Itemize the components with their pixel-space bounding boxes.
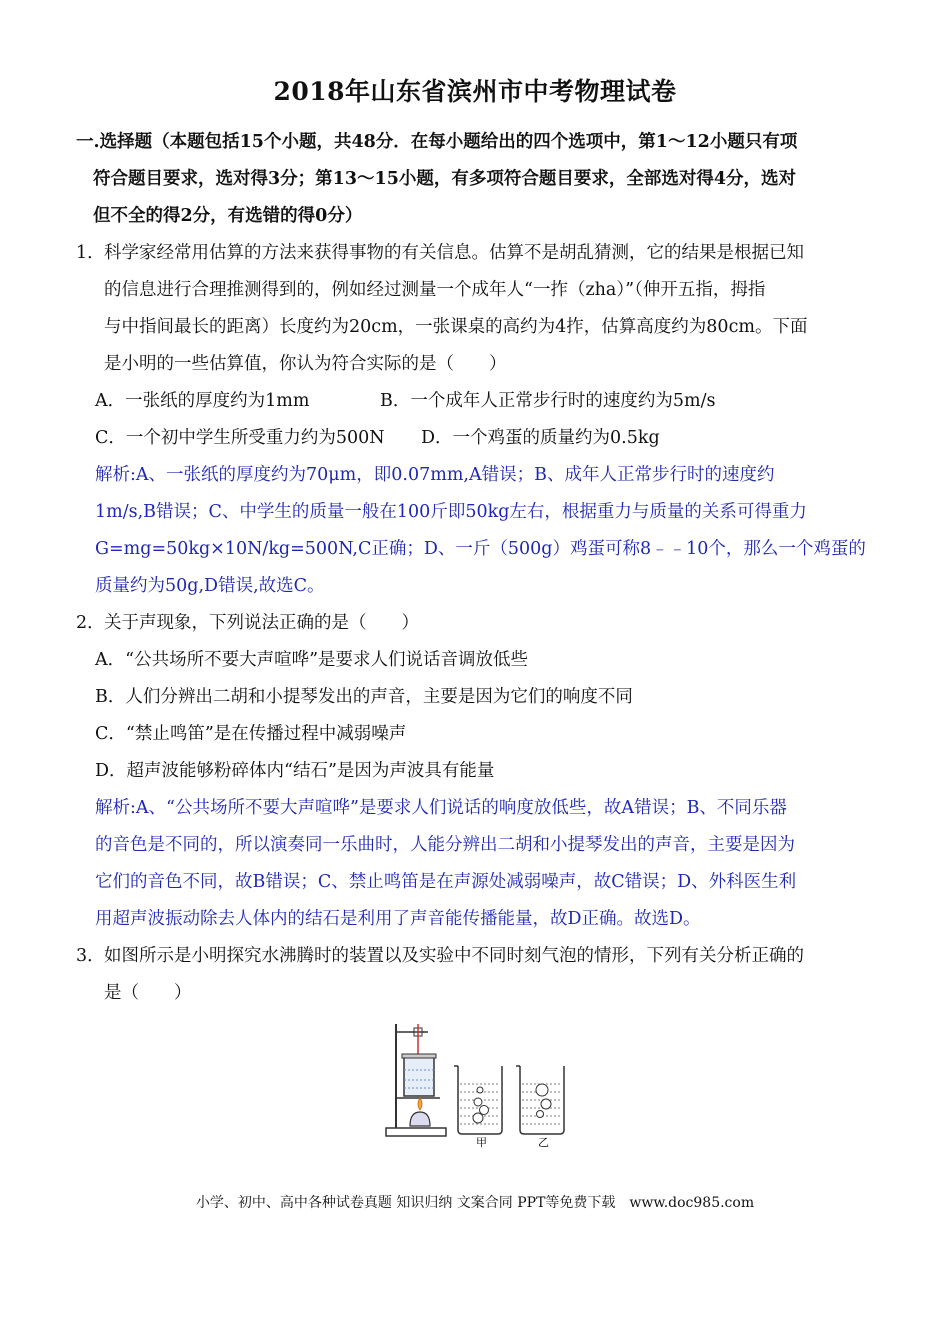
section-line-1: 一.选择题（本题包括15个小题，共48分．在每小题给出的四个选项中，第1～12小题只有项 xyxy=(76,132,798,152)
analysis-line: 质量约为50g,D错误,故选C。 xyxy=(95,576,325,596)
analysis-line: 的音色是不同的，所以演奏同一乐曲时，人能分辨出二胡和小提琴发出的声音，主要是因为 xyxy=(95,835,795,855)
label-jia: 甲 xyxy=(476,1136,487,1148)
boiling-apparatus-figure xyxy=(380,1018,570,1148)
bubble xyxy=(536,1084,548,1096)
analysis-line: G=mg=50kg×10N/kg=500N,C正确；D、一斤（500g）鸡蛋可称8﹣﹣10个，那么一个鸡蛋的 xyxy=(95,539,866,559)
option-a: A．一张纸的厚度约为1mm xyxy=(95,391,310,411)
bubble xyxy=(480,1106,489,1115)
analysis-line: 1m/s,B错误；C、中学生的质量一般在100斤即50kg左右，根据重力与质量的关系可得重力 xyxy=(95,502,807,522)
option-d: D．一个鸡蛋的质量约为0.5kg xyxy=(421,428,660,448)
option-c: C．一个初中学生所受重力约为500N xyxy=(95,428,385,448)
analysis-line: 用超声波振动除去人体内的结石是利用了声音能传播能量，故D正确。故选D。 xyxy=(95,909,701,929)
alcohol-lamp xyxy=(410,1112,430,1126)
question-text-line: 与中指间最长的距离）长度约为20cm，一张课桌的高约为4拃，估算高度约为80cm。下面 xyxy=(104,317,808,337)
bubble xyxy=(474,1098,482,1106)
heating-beaker xyxy=(404,1058,434,1096)
question-number: 1． xyxy=(76,243,105,263)
option-b: B．一个成年人正常步行时的速度约为5m/s xyxy=(380,391,716,411)
option-c: C．“禁止鸣笛”是在传播过程中减弱噪声 xyxy=(95,724,407,744)
label-yi: 乙 xyxy=(538,1136,549,1148)
option-b: B．人们分辨出二胡和小提琴发出的声音，主要是因为它们的响度不同 xyxy=(95,687,633,707)
question-text-line: 的信息进行合理推测得到的，例如经过测量一个成年人“一拃（zha）”（伸开五指，拇指 xyxy=(104,280,766,300)
bubble xyxy=(537,1111,544,1118)
analysis-2 xyxy=(95,790,875,938)
option-a: A．“公共场所不要大声喧哗”是要求人们说话音调放低些 xyxy=(95,650,529,670)
question-text-line: 是小明的一些估算值，你认为符合实际的是（ ） xyxy=(104,354,507,374)
section-line-2: 符合题目要求，选对得3分；第13～15小题，有多项符合题目要求，全部选对得4分，选对 xyxy=(93,169,797,189)
footer-text: 小学、初中、高中各种试卷真题 知识归纳 文案合同 PPT等免费下载 www.doc985.com xyxy=(195,1195,755,1211)
analysis-1 xyxy=(95,457,875,605)
question-number: 2． xyxy=(76,613,105,633)
question-text-line: 关于声现象，下列说法正确的是（ ） xyxy=(104,613,419,633)
analysis-line: 它们的音色不同，故B错误；C、禁止鸣笛是在声源处减弱噪声，故C错误；D、外科医生利 xyxy=(95,872,797,892)
section-heading xyxy=(76,124,876,235)
flame xyxy=(418,1098,422,1110)
question-number: 3． xyxy=(76,946,105,966)
question-2 xyxy=(76,605,876,642)
question-text-line: 如图所示是小明探究水沸腾时的装置以及实验中不同时刻气泡的情形，下列有关分析正确的 xyxy=(104,946,804,966)
section-line-3: 但不全的得2分，有选错的得0分） xyxy=(93,206,363,226)
option-d: D．超声波能够粉碎体内“结石”是因为声波具有能量 xyxy=(95,761,495,781)
bubble xyxy=(477,1087,483,1093)
question-text-line: 是（ ） xyxy=(104,983,192,1003)
question-3 xyxy=(76,938,876,1012)
question-text-line: 科学家经常用估算的方法来获得事物的有关信息。估算不是胡乱猜测，它的结果是根据已知 xyxy=(104,243,804,263)
page-title: 2018年山东省滨州市中考物理试卷 xyxy=(273,77,677,106)
bubble xyxy=(473,1113,483,1123)
analysis-line: 解析:A、“公共场所不要大声喧哗”是要求人们说话的响度放低些，故A错误；B、不同乐器 xyxy=(95,798,787,818)
stand-base xyxy=(386,1128,446,1136)
question-1 xyxy=(76,235,876,383)
bubble xyxy=(541,1099,551,1109)
beaker-cover xyxy=(402,1054,436,1058)
analysis-line: 解析:A、一张纸的厚度约为70μm，即0.07mm,A错误；B、成年人正常步行时的速度约 xyxy=(95,465,775,485)
apparatus-diagram xyxy=(380,1018,570,1148)
